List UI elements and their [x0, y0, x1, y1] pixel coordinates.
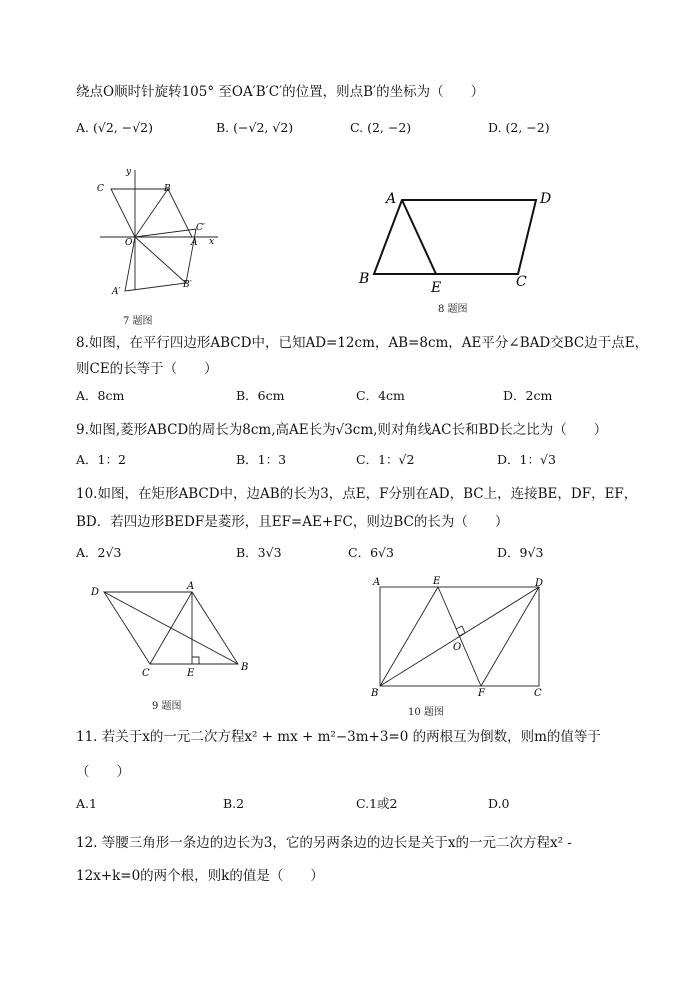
q7-option-c[interactable]: C. (2, −2)	[350, 120, 412, 135]
q10-option-a[interactable]: A．2√3	[76, 545, 122, 560]
q11-option-c[interactable]: C.1或2	[356, 796, 398, 811]
q7-option-b[interactable]: B. (−√2, √2)	[216, 120, 294, 135]
q8-label-c: C	[516, 274, 527, 290]
q9-label-e: E	[187, 668, 195, 678]
q7-label-b: B	[164, 184, 171, 194]
q8-stem-line2: 则CE的长等于（ ）	[76, 361, 218, 377]
q10-stem-line2: BD．若四边形BEDF是菱形，且EF=AE+FC，则边BC的长为（ ）	[76, 514, 509, 530]
parallelogram-abcd	[374, 200, 536, 274]
q10-stem-line1: 10.如图，在矩形ABCD中，边AB的长为3，点E，F分别在AD，BC上，连接BE，DF，EF，	[76, 486, 638, 502]
q7-label-bprime: B′	[183, 280, 192, 290]
q8-option-b[interactable]: B．6cm	[236, 388, 285, 403]
q10-label-e: E	[433, 576, 441, 587]
segment-df	[481, 587, 539, 686]
q10-option-d[interactable]: D．9√3	[497, 545, 544, 560]
q8-label-b: B	[359, 271, 370, 287]
q9-label-c: C	[142, 668, 150, 678]
q10-label-b: B	[371, 688, 379, 699]
q10-label-d: D	[535, 578, 544, 589]
q7-option-d[interactable]: D. (2, −2)	[488, 120, 550, 135]
segment-ef	[438, 587, 481, 686]
q9-option-b[interactable]: B．1：3	[236, 452, 287, 467]
q10-option-c[interactable]: C．6√3	[348, 545, 394, 560]
q9-label-a: A	[187, 581, 195, 592]
q7-caption: 7 题图	[123, 316, 153, 327]
q9-caption: 9 题图	[152, 701, 182, 712]
q7-label-c: C	[97, 184, 104, 194]
diagonal-ac	[150, 592, 192, 664]
q8-figure	[350, 182, 560, 297]
q9-option-a[interactable]: A．1：2	[76, 452, 126, 467]
q10-option-b[interactable]: B．3√3	[236, 545, 282, 560]
q9-stem: 9.如图,菱形ABCD的周长为8cm,高AE长为√3cm,则对角线AC长和BD长之比为（ ）	[76, 422, 608, 438]
q8-option-d[interactable]: D．2cm	[503, 388, 553, 403]
q9-option-c[interactable]: C．1：√2	[356, 452, 415, 467]
q10-label-f: F	[478, 688, 485, 699]
q10-label-a: A	[373, 577, 381, 588]
q8-label-e: E	[431, 280, 442, 296]
q9-figure	[86, 578, 256, 678]
q12-stem-line2: 12x+k=0的两个根，则k的值是（ ）	[76, 868, 324, 884]
q8-stem-line1: 8.如图，在平行四边形ABCD中，已知AD=12cm，AB=8cm，AE平分∠BAD交BC边于点E，	[76, 335, 649, 351]
q8-option-c[interactable]: C．4cm	[356, 388, 405, 403]
segment-be	[380, 587, 438, 686]
q7-label-y: y	[126, 167, 132, 177]
q9-option-d[interactable]: D．1：√3	[497, 452, 556, 467]
q11-stem-line2: （ ）	[76, 764, 130, 780]
q7-label-aprime: A′	[112, 287, 121, 297]
q8-caption: 8 题图	[438, 304, 468, 315]
q7-figure	[90, 160, 230, 300]
q7-label-a: A	[191, 238, 198, 248]
q11-option-a[interactable]: A.1	[76, 796, 97, 811]
q11-stem-line1: 11. 若关于x的一元二次方程x² + mx + m²−3m+3=0 的两根互为倒数，则m的值等于	[76, 729, 601, 745]
q9-label-b: B	[241, 662, 249, 673]
bisector-ae	[402, 200, 436, 274]
q8-label-a: A	[386, 191, 397, 207]
q10-caption: 10 题图	[408, 707, 444, 718]
q7-label-cprime: C′	[196, 223, 205, 233]
q7-label-o: O	[125, 238, 133, 248]
q7-stem: 绕点O顺时针旋转105° 至OA′B′C′的位置，则点B′的坐标为（ ）	[76, 84, 485, 100]
q10-label-c: C	[534, 688, 542, 699]
q10-figure	[368, 572, 553, 700]
q12-stem-line1: 12. 等腰三角形一条边的边长为3，它的另两条边的边长是关于x的一元二次方程x² -	[76, 835, 572, 851]
q8-option-a[interactable]: A．8cm	[76, 388, 125, 403]
q11-option-d[interactable]: D.0	[488, 796, 510, 811]
q7-option-a[interactable]: A. (√2, −√2)	[76, 120, 153, 135]
q9-label-d: D	[91, 587, 100, 598]
q11-option-b[interactable]: B.2	[223, 796, 245, 811]
q7-label-x: x	[209, 237, 215, 247]
q8-label-d: D	[540, 191, 552, 207]
q10-label-o: O	[453, 642, 462, 653]
